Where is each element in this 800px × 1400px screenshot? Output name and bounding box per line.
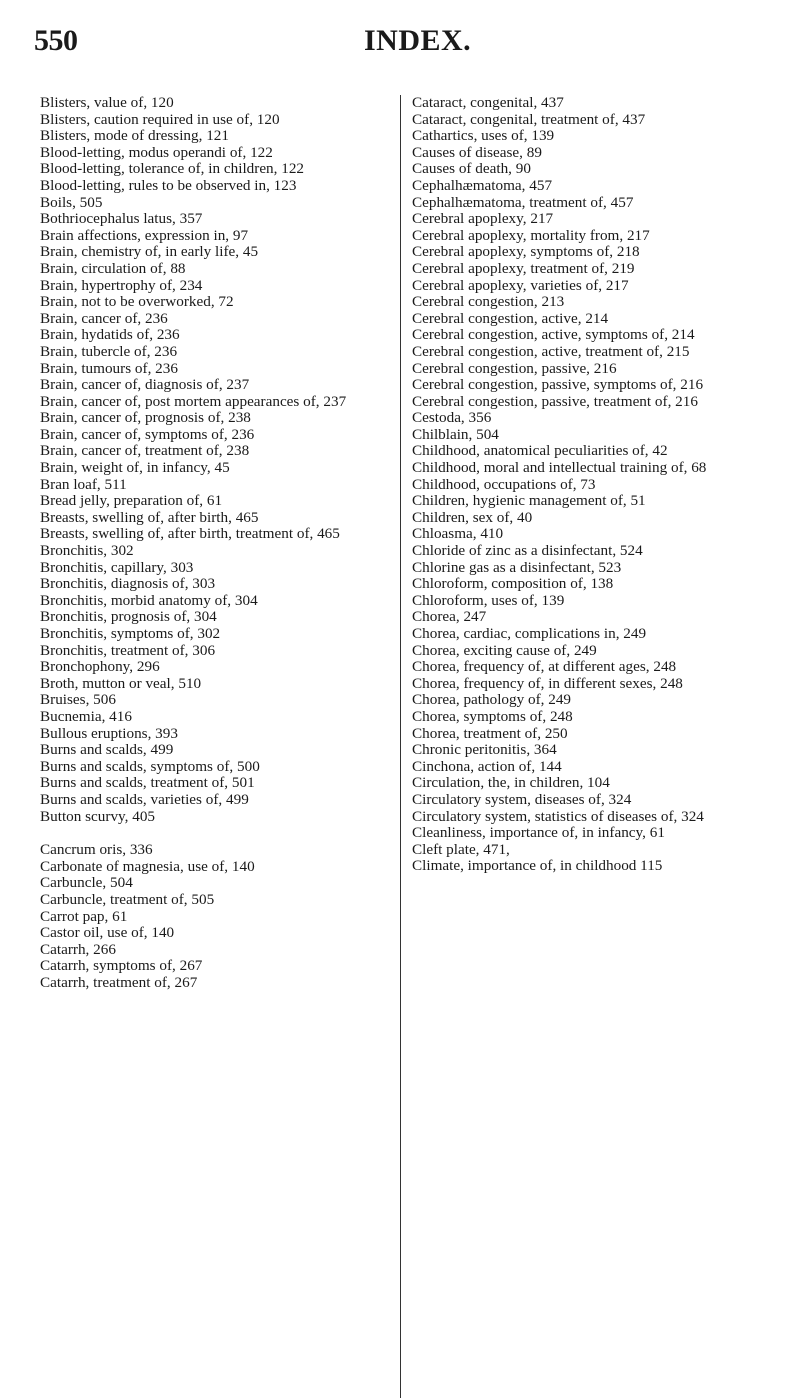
index-entry: Bothriocephalus latus, 357 — [40, 210, 203, 228]
index-entry: Circulation, the, in children, 104 — [412, 774, 610, 792]
index-entry: Bronchitis, symptoms of, 302 — [40, 625, 221, 642]
index-entry: Cerebral congestion, active, treatment of, 215 — [412, 342, 690, 360]
index-entry: Bronchophony, 296 — [40, 658, 160, 676]
index-entry: Broth, mutton or veal, 510 — [40, 674, 202, 692]
index-entry: Circulatory system, diseases of, 324 — [412, 790, 632, 808]
index-entry: Bran loaf, 511 — [40, 475, 127, 493]
index-entry: Chorea, cardiac, complications in, 249 — [412, 625, 647, 642]
index-entry: Cerebral apoplexy, 217 — [412, 210, 554, 228]
index-entry: Burns and scalds, symptoms of, 500 — [40, 757, 260, 775]
index-entry: Blood-letting, modus operandi of, 122 — [40, 143, 273, 161]
index-entry: Burns and scalds, 499 — [40, 741, 174, 759]
index-entry: Cephalhæmatoma, treatment of, 457 — [412, 193, 634, 211]
index-entry: Blood-letting, rules to be observed in, 123 — [40, 176, 297, 194]
index-entry: Blood-letting, tolerance of, in children, 122 — [40, 160, 305, 178]
index-entry: Brain, hydatids of, 236 — [40, 326, 180, 344]
page-header — [34, 24, 764, 58]
index-entry: Children, sex of, 40 — [412, 508, 533, 526]
index-entry: Cinchona, action of, 144 — [412, 757, 562, 775]
index-entry: Bread jelly, preparation of, 61 — [40, 492, 223, 510]
index-entry: Brain, tumours of, 236 — [40, 359, 178, 377]
index-entry: Cerebral apoplexy, mortality from, 217 — [412, 226, 650, 244]
index-entry: Cerebral congestion, active, 214 — [412, 309, 609, 327]
index-entry: Burns and scalds, varieties of, 499 — [40, 790, 249, 808]
index-entry: Cerebral congestion, active, symptoms of, 214 — [412, 326, 695, 344]
index-entry: Cerebral congestion, 213 — [412, 293, 565, 311]
index-entry: Brain, hypertrophy of, 234 — [40, 276, 203, 294]
index-entry: Chorea, exciting cause of, 249 — [412, 641, 597, 659]
index-entry: Brain affections, expression in, 97 — [40, 226, 249, 244]
index-entry: Brain, weight of, in infancy, 45 — [40, 459, 230, 477]
index-entry: Catarrh, treatment of, 267 — [40, 973, 198, 991]
index-entry: Cataract, congenital, treatment of, 437 — [412, 110, 646, 128]
index-entry: Cancrum oris, 336 — [40, 841, 153, 859]
index-entry: Blisters, value of, 120 — [40, 94, 174, 111]
index-entry: Cerebral apoplexy, symptoms of, 218 — [412, 243, 640, 261]
index-entry: Bronchitis, morbid anatomy of, 304 — [40, 591, 258, 609]
index-entry: Cephalhæmatoma, 457 — [412, 176, 553, 194]
index-entry: Button scurvy, 405 — [40, 807, 156, 825]
index-entry: Circulatory system, statistics of diseases of, 324 — [412, 807, 704, 825]
index-entry: Cathartics, uses of, 139 — [412, 127, 555, 145]
index-entry: Chronic peritonitis, 364 — [412, 741, 557, 759]
column-divider — [400, 95, 401, 1398]
index-entry: Chorea, frequency of, at different ages, 248 — [412, 658, 677, 676]
index-entry: Chloasma, 410 — [412, 525, 504, 543]
index-entry: Brain, cancer of, symptoms of, 236 — [40, 425, 255, 443]
index-entry: Childhood, occupations of, 73 — [412, 475, 596, 493]
index-entry: Bruises, 506 — [40, 691, 116, 709]
index-entry: Breasts, swelling of, after birth, treatment of, 465 — [40, 525, 340, 543]
index-entry: Brain, chemistry of, in early life, 45 — [40, 243, 259, 261]
index-entry: Blisters, mode of dressing, 121 — [40, 127, 229, 145]
index-entry: Cerebral congestion, passive, symptoms of, 216 — [412, 376, 704, 394]
index-entry: Bronchitis, treatment of, 306 — [40, 641, 216, 659]
index-entry: Chorea, treatment of, 250 — [412, 724, 568, 742]
index-entry: Carbonate of magnesia, use of, 140 — [40, 857, 255, 875]
index-entry: Cerebral congestion, passive, 216 — [412, 359, 617, 377]
index-entry: Children, hygienic management of, 51 — [412, 492, 646, 510]
index-entry: Boils, 505 — [40, 193, 103, 211]
index-entry: Carbuncle, treatment of, 505 — [40, 890, 215, 908]
index-entry: Chorea, 247 — [412, 608, 487, 626]
index-entry: Carrot pap, 61 — [40, 907, 128, 925]
index-entry: Chloroform, uses of, 139 — [412, 591, 565, 609]
index-column-left — [40, 95, 392, 991]
index-entry: Bronchitis, capillary, 303 — [40, 558, 194, 576]
index-entry: Cataract, congenital, 437 — [412, 94, 564, 111]
index-entry: Burns and scalds, treatment of, 501 — [40, 774, 255, 792]
index-entry: Chorea, symptoms of, 248 — [412, 707, 573, 725]
index-entry: Bronchitis, diagnosis of, 303 — [40, 575, 216, 593]
index-entry: Blisters, caution required in use of, 120 — [40, 110, 280, 128]
index-entry: Childhood, anatomical peculiarities of, 42 — [412, 442, 668, 460]
index-entry: Brain, not to be overworked, 72 — [40, 293, 234, 311]
index-entry: Brain, cancer of, 236 — [40, 309, 168, 327]
index-entry: Brain, cancer of, prognosis of, 238 — [40, 409, 251, 427]
index-entry: Brain, cancer of, post mortem appearances of, 237 — [40, 392, 347, 410]
index-entry: Castor oil, use of, 140 — [40, 924, 175, 942]
index-entry: Bronchitis, prognosis of, 304 — [40, 608, 217, 626]
letter-section-gap — [40, 825, 392, 842]
index-entry: Brain, circulation of, 88 — [40, 259, 186, 277]
index-column-right — [412, 95, 768, 875]
index-entry: Chilblain, 504 — [412, 425, 499, 443]
index-entry: Cestoda, 356 — [412, 409, 492, 427]
index-entry: Chorea, pathology of, 249 — [412, 691, 572, 709]
index-entry: Chorea, frequency of, in different sexes, 248 — [412, 674, 683, 692]
index-entry: Causes of death, 90 — [412, 160, 531, 178]
index-entry: Cerebral congestion, passive, treatment of, 216 — [412, 392, 698, 410]
index-entry: Childhood, moral and intellectual training of, 68 — [412, 459, 707, 477]
index-entry: Catarrh, symptoms of, 267 — [40, 957, 203, 975]
index-entry: Cleanliness, importance of, in infancy, 61 — [412, 824, 665, 842]
index-entry: Brain, tubercle of, 236 — [40, 342, 178, 360]
index-entry: Climate, importance of, in childhood 115 — [412, 857, 663, 875]
index-entry: Bucnemia, 416 — [40, 707, 132, 725]
index-entry: Chloroform, composition of, 138 — [412, 575, 614, 593]
index-entry: Brain, cancer of, diagnosis of, 237 — [40, 376, 250, 394]
index-entry: Cerebral apoplexy, treatment of, 219 — [412, 259, 635, 277]
index-entry: Brain, cancer of, treatment of, 238 — [40, 442, 250, 460]
index-entry: Breasts, swelling of, after birth, 465 — [40, 508, 259, 526]
index-entry: Chlorine gas as a disinfectant, 523 — [412, 558, 622, 576]
index-entry: Catarrh, 266 — [40, 940, 116, 958]
index-entry: Cleft plate, 471, — [412, 840, 510, 858]
index-entry: Bullous eruptions, 393 — [40, 724, 178, 742]
index-entry: Causes of disease, 89 — [412, 143, 542, 161]
index-entry: Carbuncle, 504 — [40, 874, 133, 892]
index-entry: Cerebral apoplexy, varieties of, 217 — [412, 276, 629, 294]
index-entry: Bronchitis, 302 — [40, 542, 134, 560]
running-title: INDEX. — [364, 24, 472, 57]
page-number: 550 — [34, 24, 78, 57]
index-entry: Chloride of zinc as a disinfectant, 524 — [412, 542, 643, 560]
